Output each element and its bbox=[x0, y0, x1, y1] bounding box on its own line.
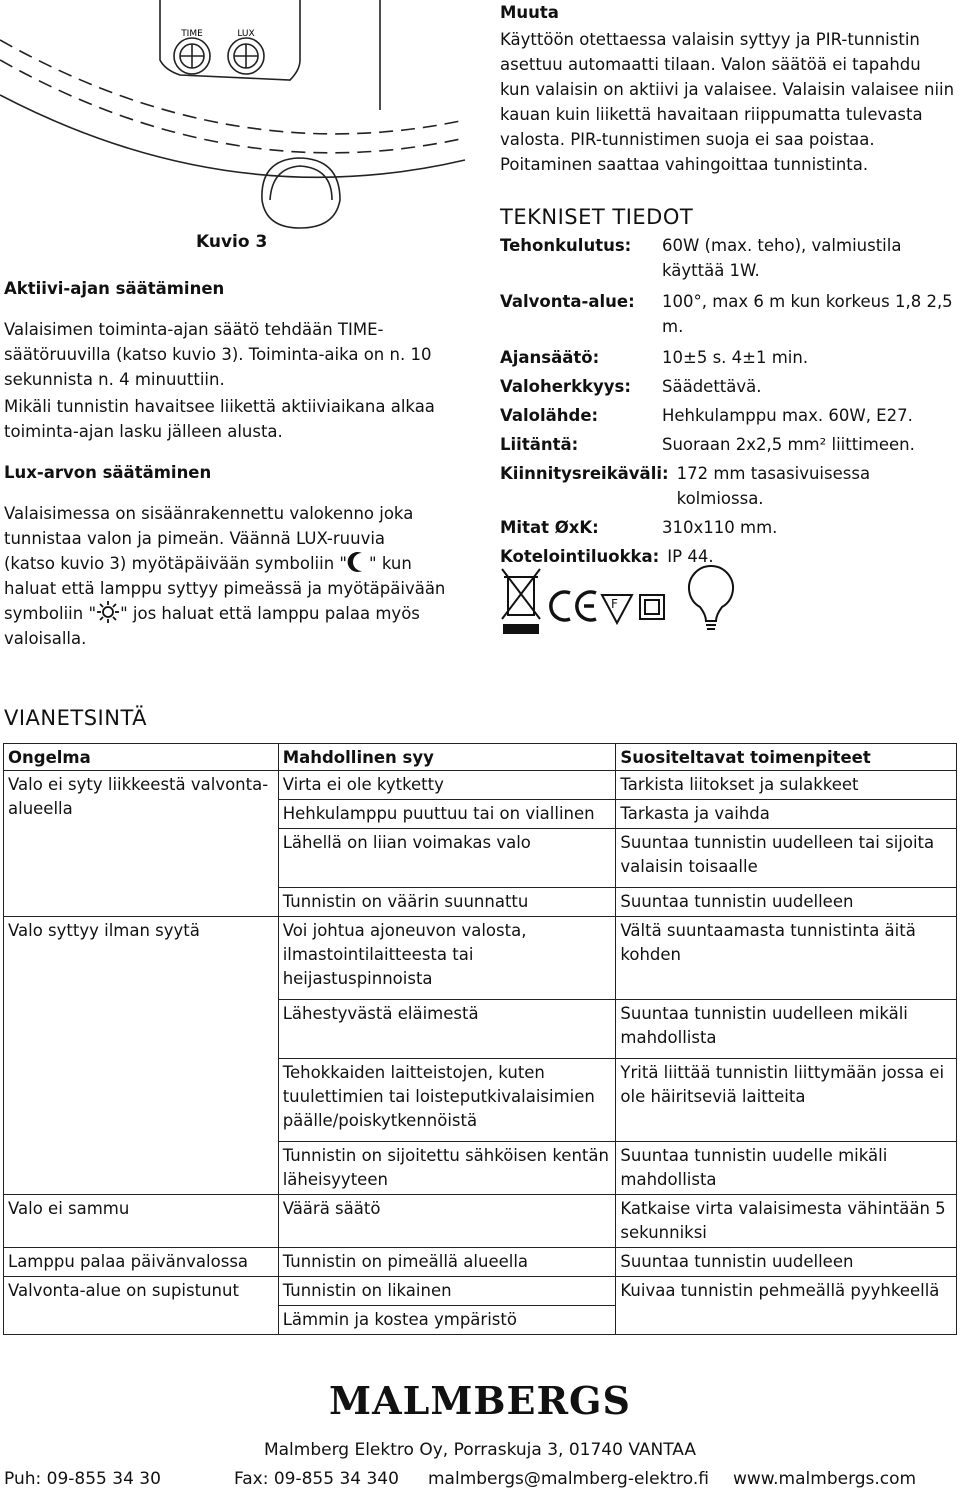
action-cell: Katkaise virta valaisimesta vähintään 5 sekunniksi bbox=[616, 1195, 957, 1248]
brand-logo: MALMBERGS bbox=[329, 1378, 631, 1423]
spec-label: Ajansäätö: bbox=[500, 348, 600, 367]
company-address: Malmberg Elektro Oy, Porraskuja 3, 01740 VANTAA bbox=[263, 1440, 697, 1460]
action-cell: Tarkista liitokset ja sulakkeet bbox=[616, 771, 957, 800]
lamp-adjustment-diagram bbox=[0, 0, 470, 235]
lux-text-2b: " kun bbox=[369, 554, 412, 573]
problem-cell: Lamppu palaa päivänvalossa bbox=[4, 1248, 279, 1277]
spec-value: 310x110 mm. bbox=[662, 518, 778, 537]
spec-label: Mitat ØxK: bbox=[500, 518, 599, 537]
tech-specs-list bbox=[500, 233, 955, 569]
phone-number: Puh: 09-855 34 30 bbox=[4, 1469, 161, 1489]
action-cell: Suuntaa tunnistin uudelle mikäli mahdollista bbox=[616, 1142, 957, 1195]
action-cell: Yritä liittää tunnistin liittymään jossa ei ole häiritseviä laitteita bbox=[616, 1059, 957, 1142]
column-header-action: Suositeltavat toimenpiteet bbox=[616, 744, 957, 771]
action-cell: Suuntaa tunnistin uudelleen tai sijoita valaisin toisaalle bbox=[616, 829, 957, 888]
lux-paragraph-line-4 bbox=[4, 601, 456, 626]
problem-cell: Valo ei syty liikkeestä valvonta-alueella bbox=[4, 771, 279, 917]
table-row bbox=[4, 1277, 957, 1306]
cause-cell: Voi johtua ajoneuvon valosta, ilmastointilaitteesta tai heijastuspinnoista bbox=[278, 917, 616, 1000]
other-heading: Muuta bbox=[500, 3, 559, 22]
table-row bbox=[4, 1248, 957, 1277]
action-cell: Suuntaa tunnistin uudelleen bbox=[616, 888, 957, 917]
f-mark-icon bbox=[602, 595, 632, 623]
spec-label: Valolähde: bbox=[500, 406, 599, 425]
figure-label: Kuvio 3 bbox=[196, 232, 268, 252]
lux-heading: Lux-arvon säätäminen bbox=[4, 463, 212, 482]
cause-cell: Väärä säätö bbox=[278, 1195, 616, 1248]
fax-number: Fax: 09-855 34 340 bbox=[234, 1469, 399, 1489]
lux-paragraph-1: Valaisimessa on sisäänrakennettu valokenno joka tunnistaa valon ja pimeän. Väännä LUX-ruuvia bbox=[4, 504, 414, 548]
action-cell: Kuivaa tunnistin pehmeällä pyyhkeellä bbox=[616, 1277, 957, 1335]
spec-row bbox=[500, 515, 955, 540]
lux-text-4b: " jos haluat että lamppu palaa myös bbox=[120, 604, 420, 623]
lux-text-4a: symboliin " bbox=[4, 604, 97, 623]
time-knob-label: TIME bbox=[181, 29, 203, 39]
lux-paragraph-line-3: haluat että lamppu syttyy pimeässä ja myötäpäivään bbox=[4, 579, 446, 598]
spec-row bbox=[500, 345, 955, 370]
spec-value: Säädettävä. bbox=[662, 377, 762, 396]
sun-icon bbox=[96, 601, 120, 623]
cause-cell: Tunnistin on sijoitettu sähköisen kentän läheisyyteen bbox=[278, 1142, 616, 1195]
spec-row bbox=[500, 403, 955, 428]
cause-cell: Hehkulamppu puuttuu tai on viallinen bbox=[278, 800, 616, 829]
action-cell: Suuntaa tunnistin uudelleen mikäli mahdollista bbox=[616, 1000, 957, 1059]
cause-cell: Lähellä on liian voimakas valo bbox=[278, 829, 616, 888]
spec-label: Valoherkkyys: bbox=[500, 377, 631, 396]
spec-row bbox=[500, 233, 955, 283]
email-link[interactable]: malmbergs@malmberg-elektro.fi bbox=[428, 1469, 709, 1489]
other-paragraph: Käyttöön otettaessa valaisin syttyy ja PIR-tunnistin asettuu automaatti tilaan. Valon säätöä ei tapahdu kun valaisin on aktiivi ja valaisee. Valaisin valaisee niin kauan kuin liikettä havaitaan riippumatta tulevasta valosta. PIR-tunnistimen suoja ei saa poistaa. Poitaminen saattaa vahingoittaa tunnistinta. bbox=[500, 30, 955, 174]
website-link[interactable]: www.malmbergs.com bbox=[733, 1469, 917, 1489]
spec-value: 172 mm tasasivuisessa kolmiossa. bbox=[676, 464, 871, 508]
cause-cell: Tunnistin on väärin suunnattu bbox=[278, 888, 616, 917]
troubleshooting-table bbox=[3, 743, 957, 1335]
table-row bbox=[4, 917, 957, 1000]
weee-bin-icon bbox=[502, 569, 540, 633]
spec-row bbox=[500, 461, 955, 511]
table-row bbox=[4, 1195, 957, 1248]
spec-label: Kotelointiluokka: bbox=[500, 547, 660, 566]
ce-mark-icon bbox=[551, 592, 596, 620]
active-time-paragraph-1: Valaisimen toiminta-ajan säätö tehdään TIME-säätöruuvilla (katso kuvio 3). Toiminta-aika on n. 10 sekunnista n. 4 minuuttiin. bbox=[4, 320, 432, 389]
lux-text-2a: (katso kuvio 3) myötäpäivään symboliin " bbox=[4, 554, 348, 573]
tech-specs-title: TEKNISET TIEDOT bbox=[500, 205, 694, 229]
spec-value: Hehkulamppu max. 60W, E27. bbox=[662, 406, 913, 425]
class-ii-icon bbox=[640, 595, 664, 619]
cause-cell: Tunnistin on likainen bbox=[278, 1277, 616, 1306]
cause-cell: Lämmin ja kostea ympäristö bbox=[278, 1306, 616, 1335]
info-column bbox=[500, 0, 955, 569]
spec-value: Suoraan 2x2,5 mm² liittimeen. bbox=[662, 435, 915, 454]
cause-cell: Tehokkaiden laitteistojen, kuten tuulettimien tai loisteputkivalaisimien päälle/poiskytkennöistä bbox=[278, 1059, 616, 1142]
action-cell: Suuntaa tunnistin uudelleen bbox=[616, 1248, 957, 1277]
column-header-cause: Mahdollinen syy bbox=[278, 744, 616, 771]
action-cell: Tarkasta ja vaihda bbox=[616, 800, 957, 829]
lux-paragraph-line-5: valoisalla. bbox=[4, 629, 87, 648]
spec-row bbox=[500, 374, 955, 399]
active-time-paragraph-2: Mikäli tunnistin havaitsee liikettä aktiiviaikana alkaa toiminta-ajan lasku jälleen alusta. bbox=[4, 397, 435, 441]
spec-value: 60W (max. teho), valmiustila käyttää 1W. bbox=[662, 236, 902, 280]
cause-cell: Tunnistin on pimeällä alueella bbox=[278, 1248, 616, 1277]
f-mark-letter: F bbox=[611, 597, 618, 611]
spec-label: Valvonta-alue: bbox=[500, 292, 635, 311]
spec-label: Liitäntä: bbox=[500, 435, 579, 454]
spec-label: Kiinnitysreikäväli: bbox=[500, 464, 669, 483]
spec-value: 100°, max 6 m kun korkeus 1,8 2,5 m. bbox=[662, 292, 953, 336]
problem-cell: Valvonta-alue on supistunut bbox=[4, 1277, 279, 1335]
moon-icon bbox=[347, 551, 369, 573]
instructions-column bbox=[4, 276, 456, 651]
problem-cell: Valo syttyy ilman syytä bbox=[4, 917, 279, 1195]
lux-knob-label: LUX bbox=[237, 29, 255, 39]
table-row bbox=[4, 771, 957, 800]
spec-value: 10±5 s. 4±1 min. bbox=[662, 348, 809, 367]
bulb-icon bbox=[689, 566, 733, 629]
action-cell: Vältä suuntaamasta tunnistinta äitä kohden bbox=[616, 917, 957, 1000]
lux-paragraph-line-2 bbox=[4, 551, 456, 576]
active-time-heading: Aktiivi-ajan säätäminen bbox=[4, 279, 225, 298]
cause-cell: Virta ei ole kytketty bbox=[278, 771, 616, 800]
column-header-problem: Ongelma bbox=[4, 744, 279, 771]
certification-icons bbox=[500, 563, 760, 643]
spec-row bbox=[500, 289, 955, 339]
troubleshooting-title: VIANETSINTÄ bbox=[4, 706, 148, 730]
spec-label: Tehonkulutus: bbox=[500, 236, 632, 255]
table-header-row bbox=[4, 744, 957, 771]
cause-cell: Lähestyvästä eläimestä bbox=[278, 1000, 616, 1059]
spec-row bbox=[500, 432, 955, 457]
problem-cell: Valo ei sammu bbox=[4, 1195, 279, 1248]
spec-value: IP 44. bbox=[667, 547, 714, 566]
